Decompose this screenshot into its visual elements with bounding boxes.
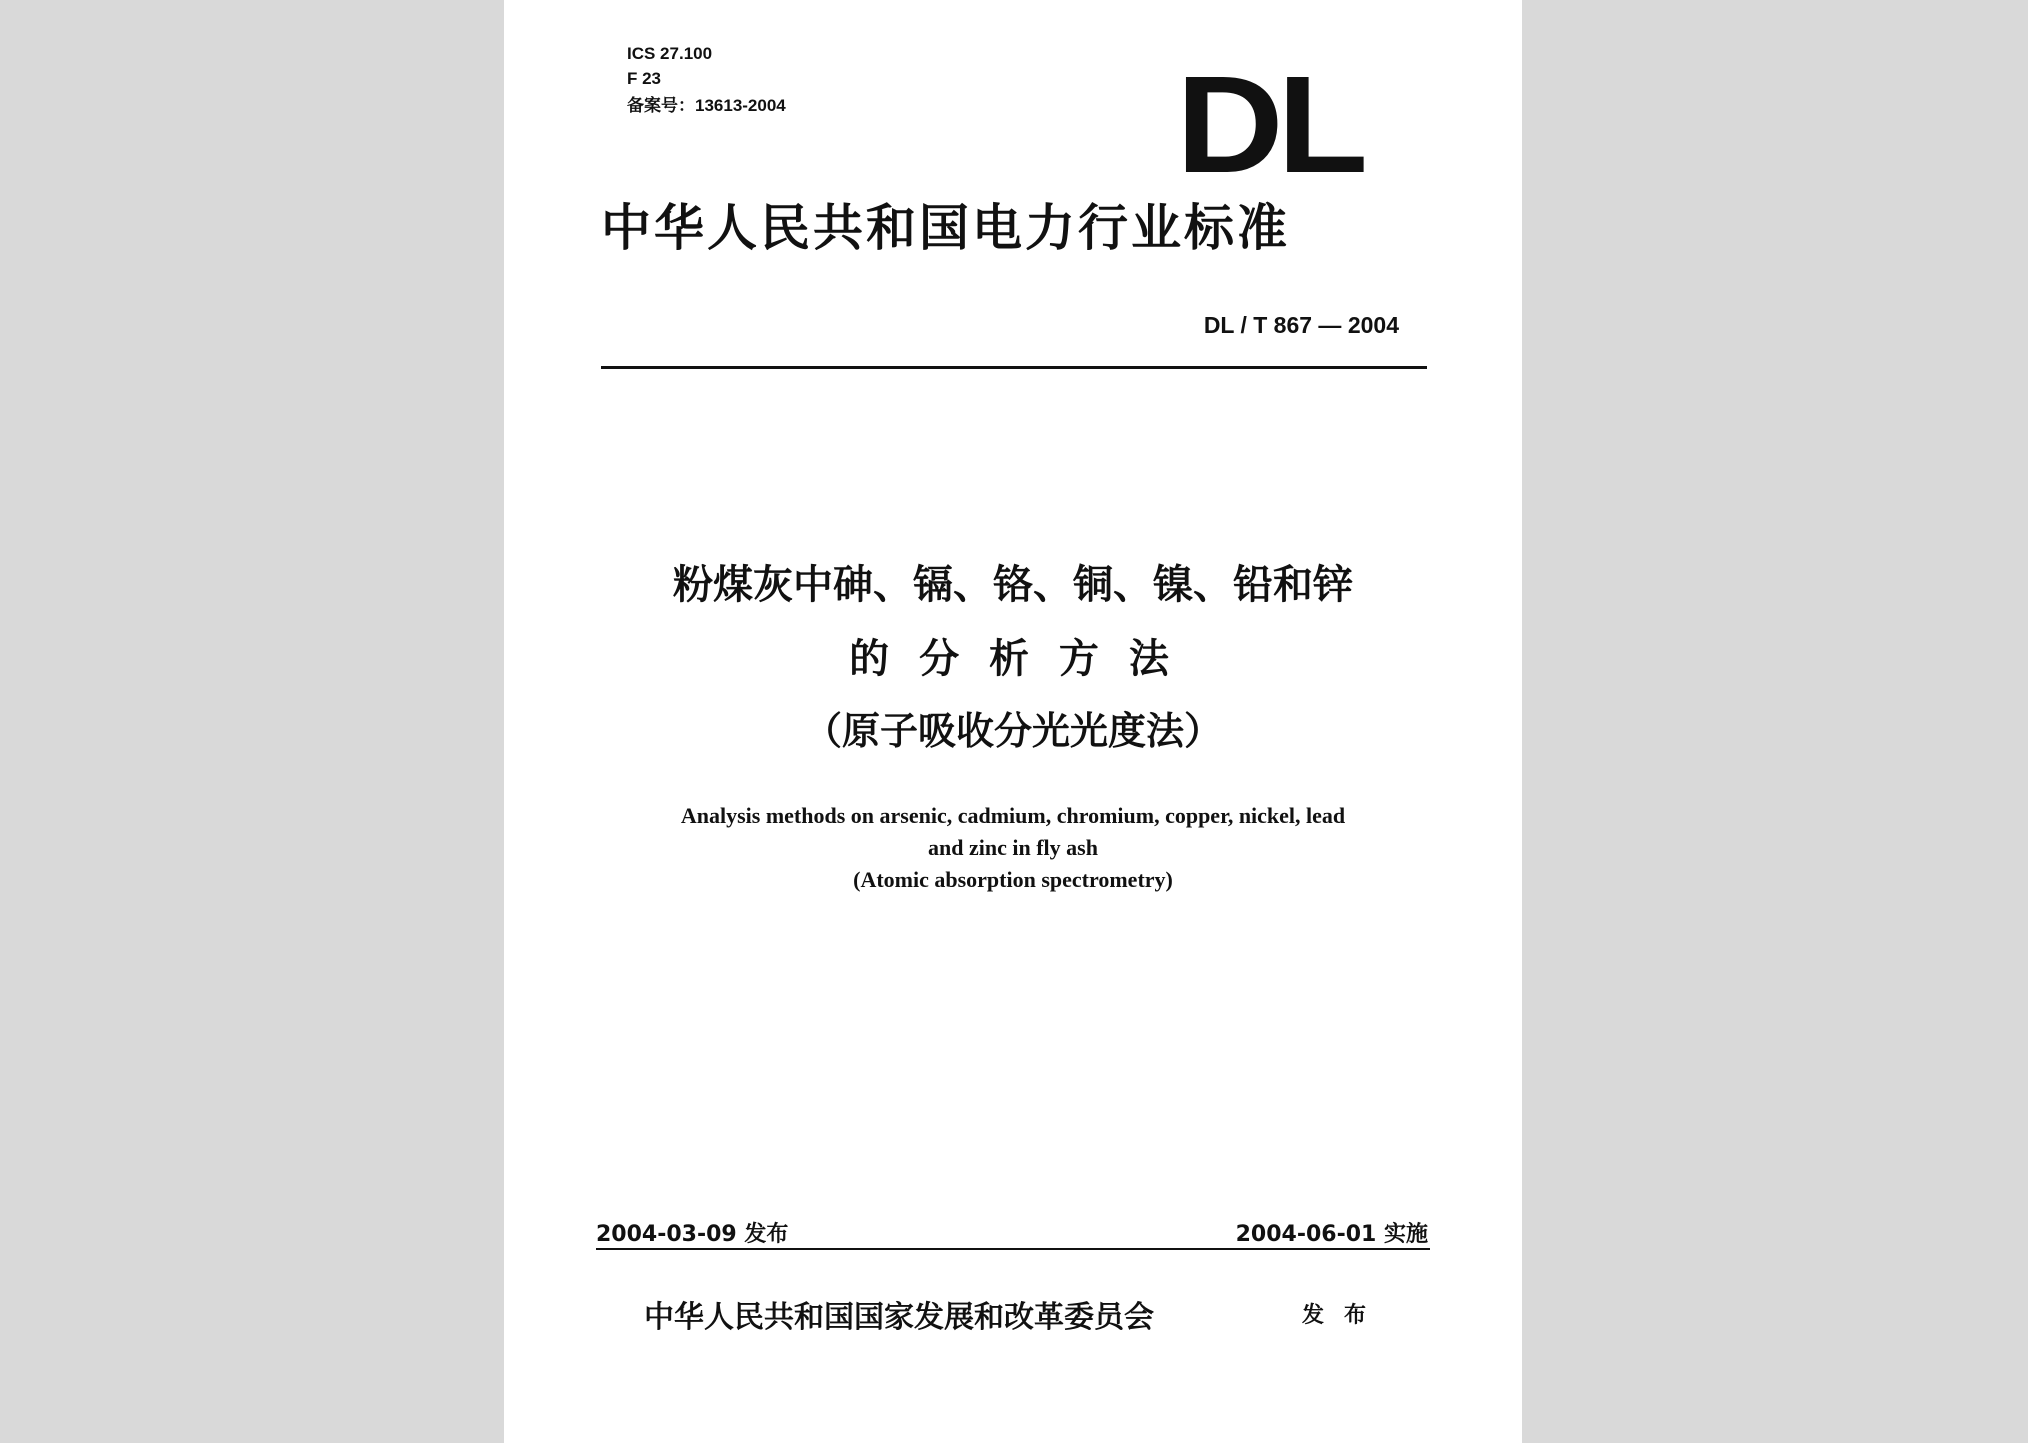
- document-cover-page: [504, 0, 1522, 1443]
- footer-divider: [596, 1248, 1430, 1250]
- chinese-title-line-3: （原子吸收分光光度法）: [803, 709, 1222, 753]
- publisher-name: 中华人民共和国国家发展和改革委员会: [644, 1300, 1154, 1335]
- standard-category-title: 中华人民共和国电力行业标准: [601, 199, 1290, 257]
- english-title-line-3: (Atomic absorption spectrometry): [853, 867, 1173, 892]
- english-title-line-1: Analysis methods on arsenic, cadmium, chromium, copper, nickel, lead: [680, 803, 1346, 828]
- publish-label: 发布: [1302, 1303, 1387, 1328]
- header-divider: [601, 366, 1427, 369]
- english-title-line-2: and zinc in fly ash: [928, 835, 1098, 860]
- ccs-code: F 23: [627, 69, 662, 88]
- filing-number: 备案号：13613-2004: [627, 96, 786, 115]
- dl-logo: DL: [1176, 48, 1362, 202]
- chinese-title-line-2: 的 分 析 方 法: [849, 636, 1177, 682]
- chinese-title-line-1: 粉煤灰中砷、镉、铬、铜、镍、铅和锌: [673, 562, 1353, 608]
- ics-code: ICS 27.100: [627, 44, 713, 63]
- issue-date: 2004-03-09 发布: [596, 1222, 789, 1247]
- standard-number: DL / T 867 — 2004: [1203, 312, 1399, 338]
- effective-date: 2004-06-01 实施: [1235, 1222, 1428, 1247]
